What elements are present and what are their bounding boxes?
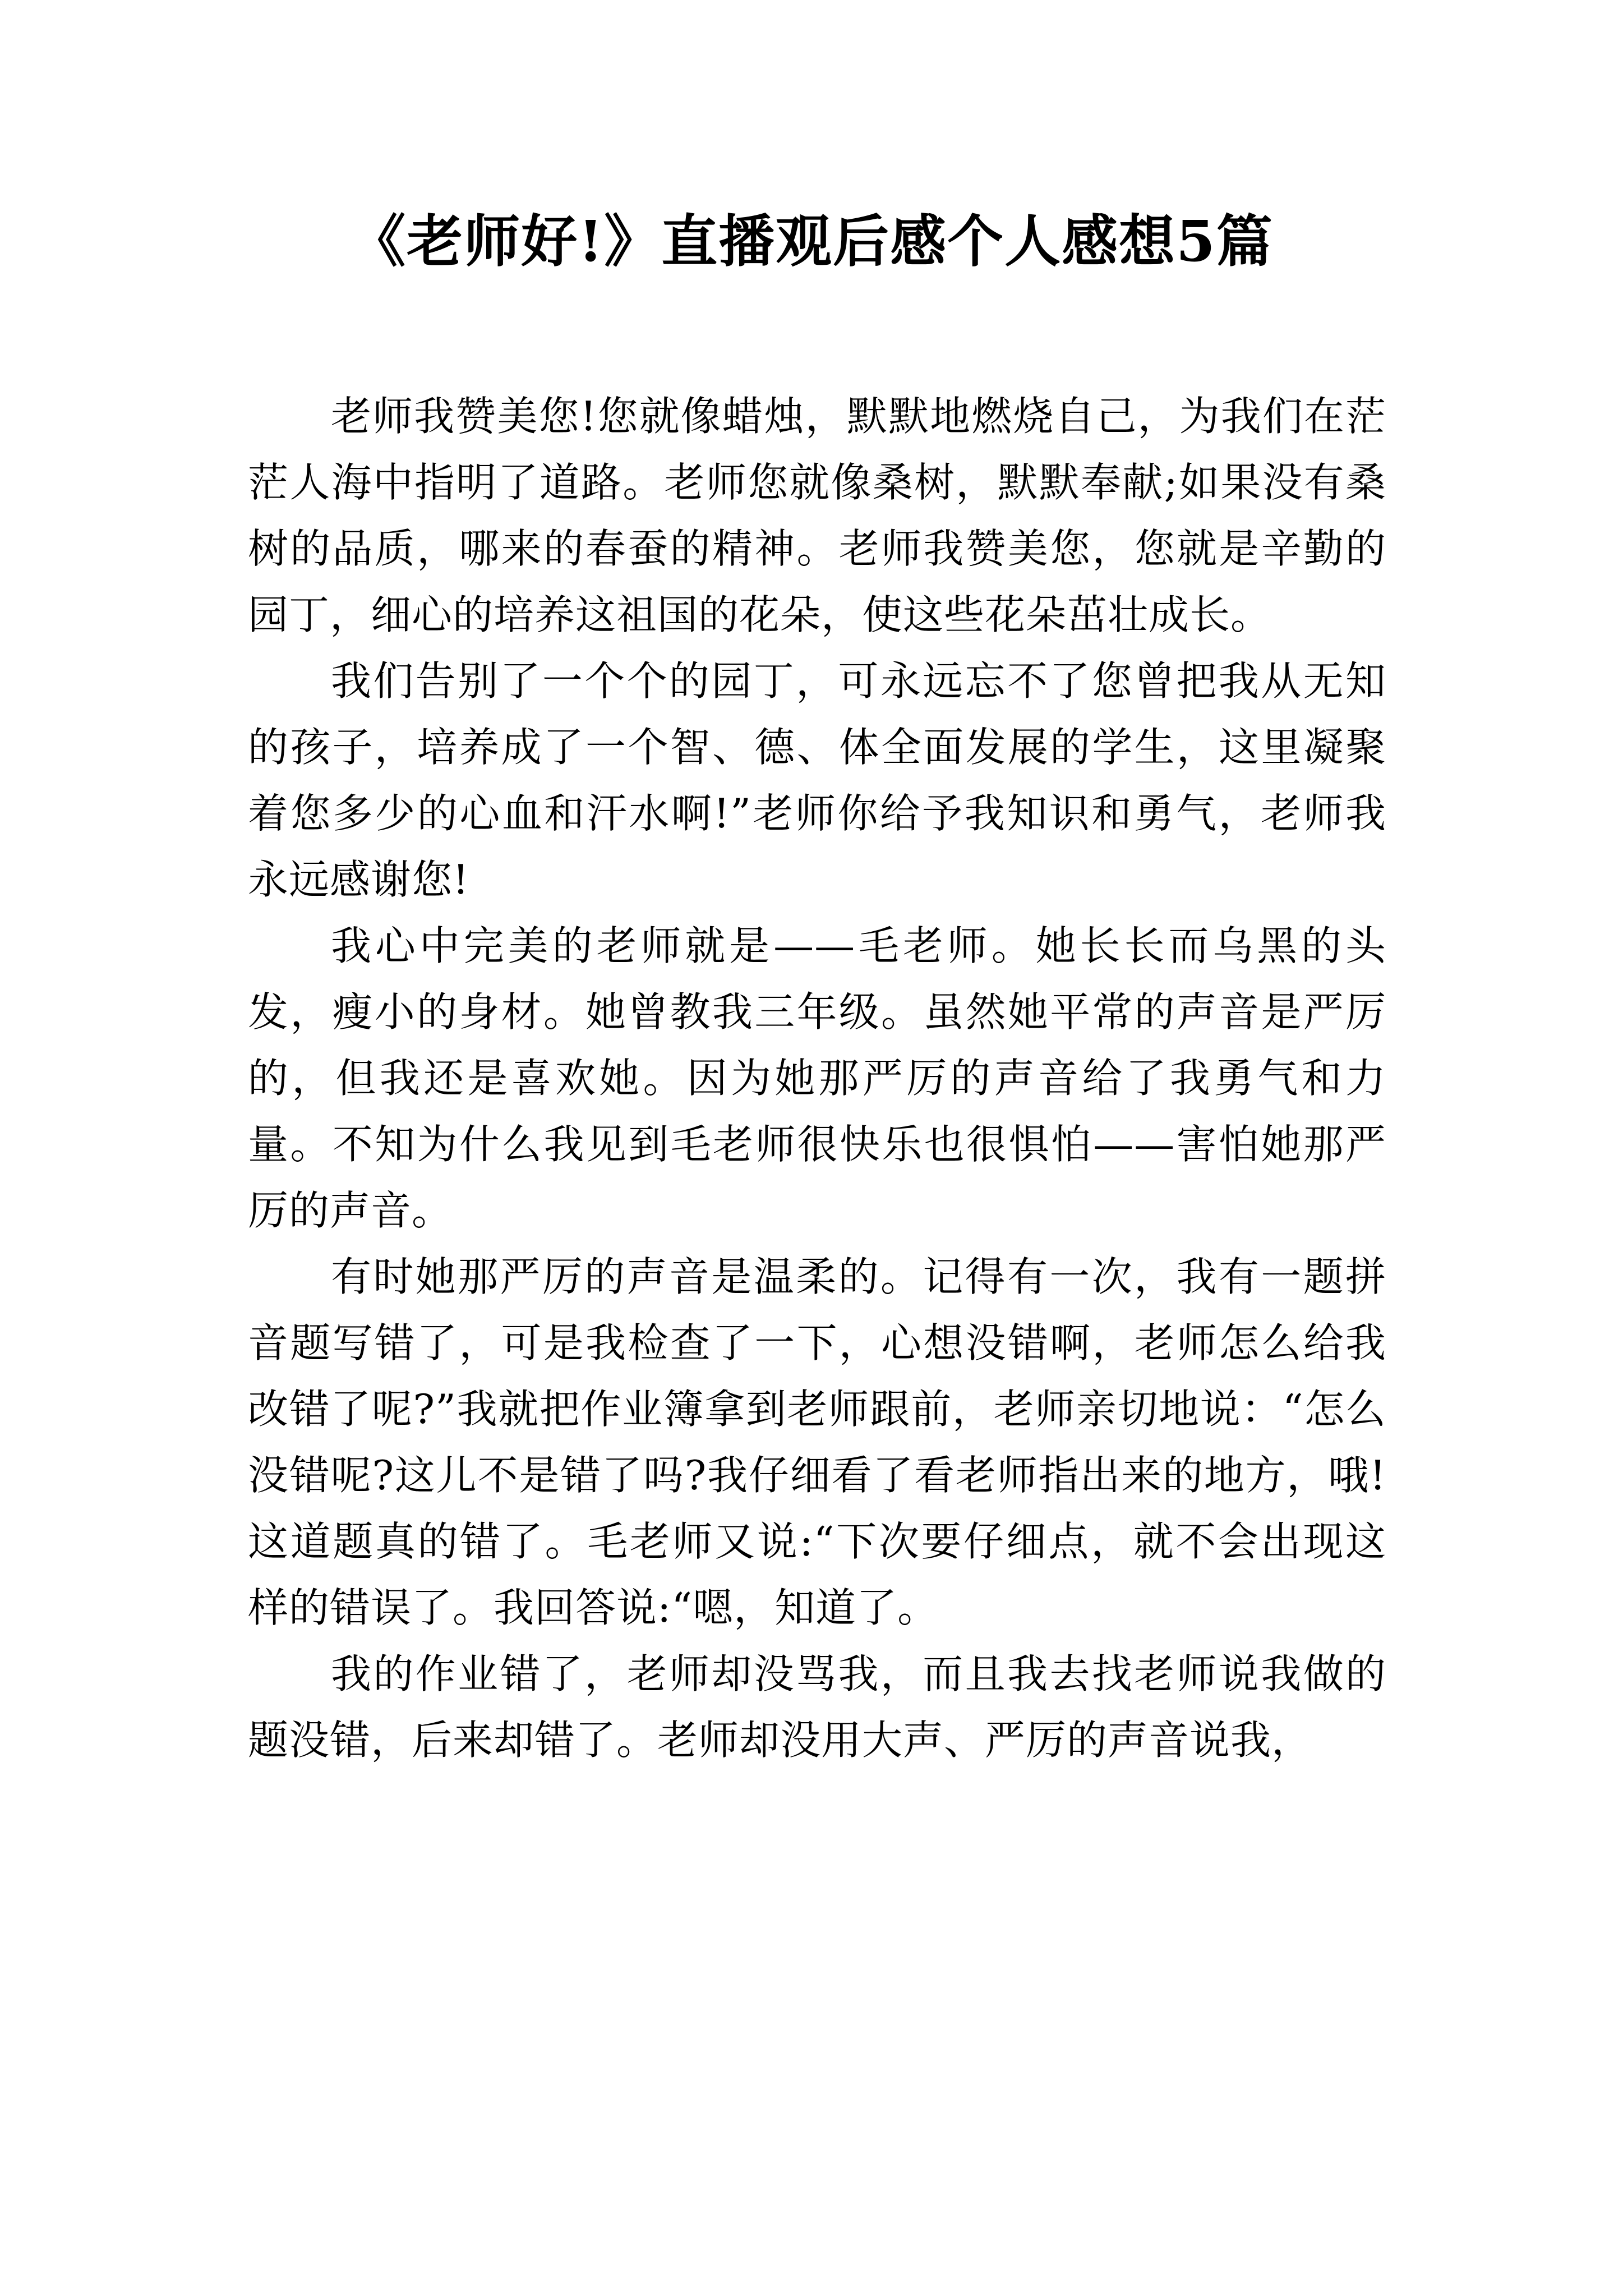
paragraph-5: 我的作业错了，老师却没骂我，而且我去找老师说我做的题没错，后来却错了。老师却没用大声、严厉的声音说我， [248, 1650, 1386, 1764]
paragraph-1: 老师我赞美您!您就像蜡烛，默默地燃烧自己，为我们在茫茫人海中指明了道路。老师您就像桑树，默默奉献;如果没有桑树的品质，哪来的春蚕的精神。老师我赞美您，您就是辛勤的园丁，细心的培养这祖国的花朵，使这些花朵茁壮成长。 [248, 393, 1386, 638]
document-body [248, 383, 1386, 1773]
paragraph-2: 我们告别了一个个的园丁，可永远忘不了您曾把我从无知的孩子，培养成了一个智、德、体全面发展的学生，这里凝聚着您多少的心血和汗水啊!”老师你给予我知识和勇气，老师我永远感谢您! [248, 657, 1386, 903]
document-title: 《老师好!》直播观后感个人感想5篇 [349, 208, 1274, 274]
paragraph-3: 我心中完美的老师就是——毛老师。她长长而乌黑的头发，瘦小的身材。她曾教我三年级。虽然她平常的声音是严厉的，但我还是喜欢她。因为她那严厉的声音给了我勇气和力量。不知为什么我见到毛老师很快乐也很惧怕——害怕她那严厉的声音。 [248, 922, 1386, 1234]
paragraph-4: 有时她那严厉的声音是温柔的。记得有一次，我有一题拼音题写错了，可是我检查了一下，心想没错啊，老师怎么给我改错了呢?”我就把作业簿拿到老师跟前，老师亲切地说：“怎么没错呢?这儿不是错了吗?我仔细看了看老师指出来的地方，哦!这道题真的错了。毛老师又说:“下次要仔细点，就不会出现这样的错误了。我回答说:“嗯，知道了。 [248, 1253, 1386, 1631]
